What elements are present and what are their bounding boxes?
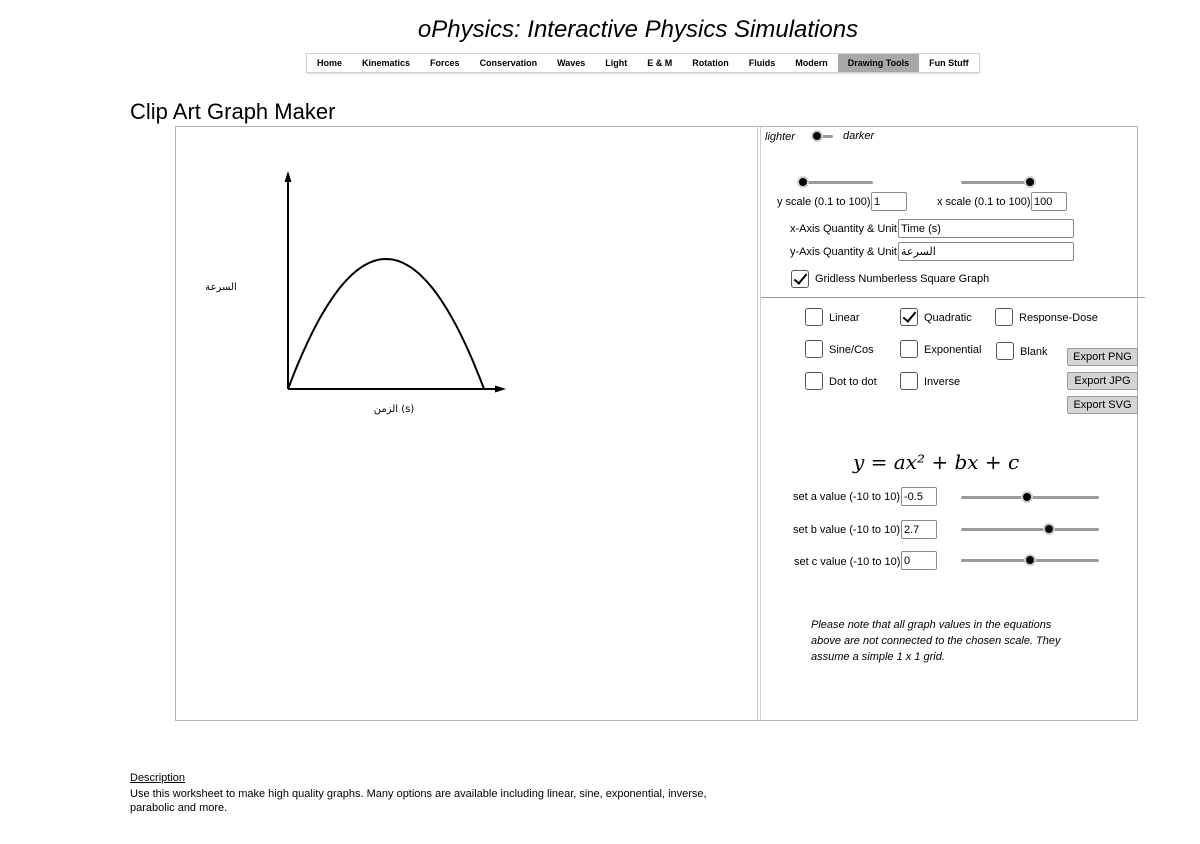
- description-text: Use this worksheet to make high quality graphs. Many options are available including linear, sine, exponential, inverse, parabolic and more.: [130, 788, 707, 814]
- response-dose-checkbox[interactable]: [995, 308, 1013, 326]
- y-axis-quantity-label: y-Axis Quantity & Unit: [790, 246, 897, 258]
- y-axis-label: السرعة: [205, 282, 237, 293]
- c-value-slider-handle[interactable]: [1024, 554, 1036, 566]
- nav-e-and-m[interactable]: E & M: [647, 58, 673, 68]
- x-scale-input[interactable]: [1031, 192, 1067, 211]
- quadratic-checkbox[interactable]: [900, 308, 918, 326]
- y-scale-slider[interactable]: [801, 181, 873, 184]
- darkness-slider-handle[interactable]: [811, 130, 823, 142]
- x-scale-slider-handle[interactable]: [1024, 176, 1036, 188]
- control-panel: [760, 127, 1140, 722]
- nav-rotation[interactable]: Rotation: [692, 58, 729, 68]
- dot-to-dot-label: Dot to dot: [829, 376, 877, 388]
- page-title: Clip Art Graph Maker: [130, 99, 336, 124]
- a-value-slider-handle[interactable]: [1021, 491, 1033, 503]
- b-value-label: set b value (-10 to 10): [793, 524, 901, 536]
- x-axis-quantity-input[interactable]: [898, 219, 1074, 238]
- nav-modern[interactable]: Modern: [795, 58, 828, 68]
- x-axis-quantity-label: x-Axis Quantity & Unit: [790, 223, 897, 235]
- nav-waves[interactable]: Waves: [557, 58, 586, 68]
- nav-home[interactable]: Home: [317, 58, 343, 68]
- export-png-button[interactable]: Export PNG: [1067, 348, 1138, 366]
- gridless-label: Gridless Numberless Square Graph: [815, 273, 990, 285]
- b-value-input[interactable]: [901, 520, 937, 539]
- blank-label: Blank: [1020, 346, 1048, 358]
- lighter-label: lighter: [765, 131, 795, 143]
- exponential-label: Exponential: [924, 344, 982, 356]
- inverse-label: Inverse: [924, 376, 961, 388]
- y-scale-input[interactable]: [871, 192, 907, 211]
- nav-conservation[interactable]: Conservation: [479, 58, 538, 68]
- b-value-slider[interactable]: [961, 528, 1099, 531]
- darkness-slider[interactable]: [813, 135, 833, 138]
- blank-checkbox[interactable]: [996, 342, 1014, 360]
- gridless-checkbox[interactable]: [791, 270, 809, 288]
- x-scale-slider[interactable]: [961, 181, 1033, 184]
- inverse-checkbox[interactable]: [900, 372, 918, 390]
- equation-display: y = ax² + bx + c: [853, 450, 1020, 474]
- linear-checkbox[interactable]: [805, 308, 823, 326]
- x-axis-arrow: [495, 386, 506, 393]
- y-scale-slider-handle[interactable]: [797, 176, 809, 188]
- y-axis-arrow: [285, 171, 292, 182]
- c-value-slider[interactable]: [961, 559, 1099, 562]
- site-title: oPhysics: Interactive Physics Simulations: [417, 16, 859, 43]
- response-dose-label: Response-Dose: [1019, 312, 1098, 324]
- nav-light[interactable]: Light: [605, 58, 628, 68]
- nav-drawing-tools[interactable]: Drawing Tools: [838, 54, 919, 72]
- sine-cos-label: Sine/Cos: [829, 344, 874, 356]
- a-value-label: set a value (-10 to 10): [793, 491, 901, 503]
- a-value-input[interactable]: [901, 487, 937, 506]
- export-jpg-button[interactable]: Export JPG: [1067, 372, 1138, 390]
- b-value-slider-handle[interactable]: [1043, 523, 1055, 535]
- main-nav: [306, 53, 980, 73]
- c-value-input[interactable]: [901, 551, 937, 570]
- export-svg-button[interactable]: Export SVG: [1067, 396, 1138, 414]
- quadratic-label: Quadratic: [924, 312, 972, 324]
- nav-fluids[interactable]: Fluids: [748, 58, 776, 68]
- panel-divider: [761, 297, 1145, 298]
- c-value-label: set c value (-10 to 10): [794, 556, 901, 568]
- dot-to-dot-checkbox[interactable]: [805, 372, 823, 390]
- nav-kinematics[interactable]: Kinematics: [362, 58, 411, 68]
- sine-cos-checkbox[interactable]: [805, 340, 823, 358]
- scale-note: Please note that all graph values in the equations above are not connected to the chosen scale. They assume a simple 1 x 1 grid.: [811, 619, 1061, 663]
- y-axis-quantity-input[interactable]: [898, 242, 1074, 261]
- x-scale-label: x scale (0.1 to 100): [937, 196, 1031, 208]
- linear-label: Linear: [829, 312, 860, 324]
- nav-forces[interactable]: Forces: [430, 58, 460, 68]
- description-heading: Description: [130, 772, 186, 784]
- quadratic-curve: [288, 259, 484, 389]
- graph-canvas: [176, 127, 757, 722]
- graph-view: [176, 127, 758, 722]
- exponential-checkbox[interactable]: [900, 340, 918, 358]
- x-axis-label: الزمن (s): [373, 404, 415, 415]
- darker-label: darker: [843, 130, 875, 142]
- nav-fun-stuff[interactable]: Fun Stuff: [929, 58, 969, 68]
- graph-maker-app: [175, 126, 1138, 721]
- a-value-slider[interactable]: [961, 496, 1099, 499]
- y-scale-label: y scale (0.1 to 100): [777, 196, 871, 208]
